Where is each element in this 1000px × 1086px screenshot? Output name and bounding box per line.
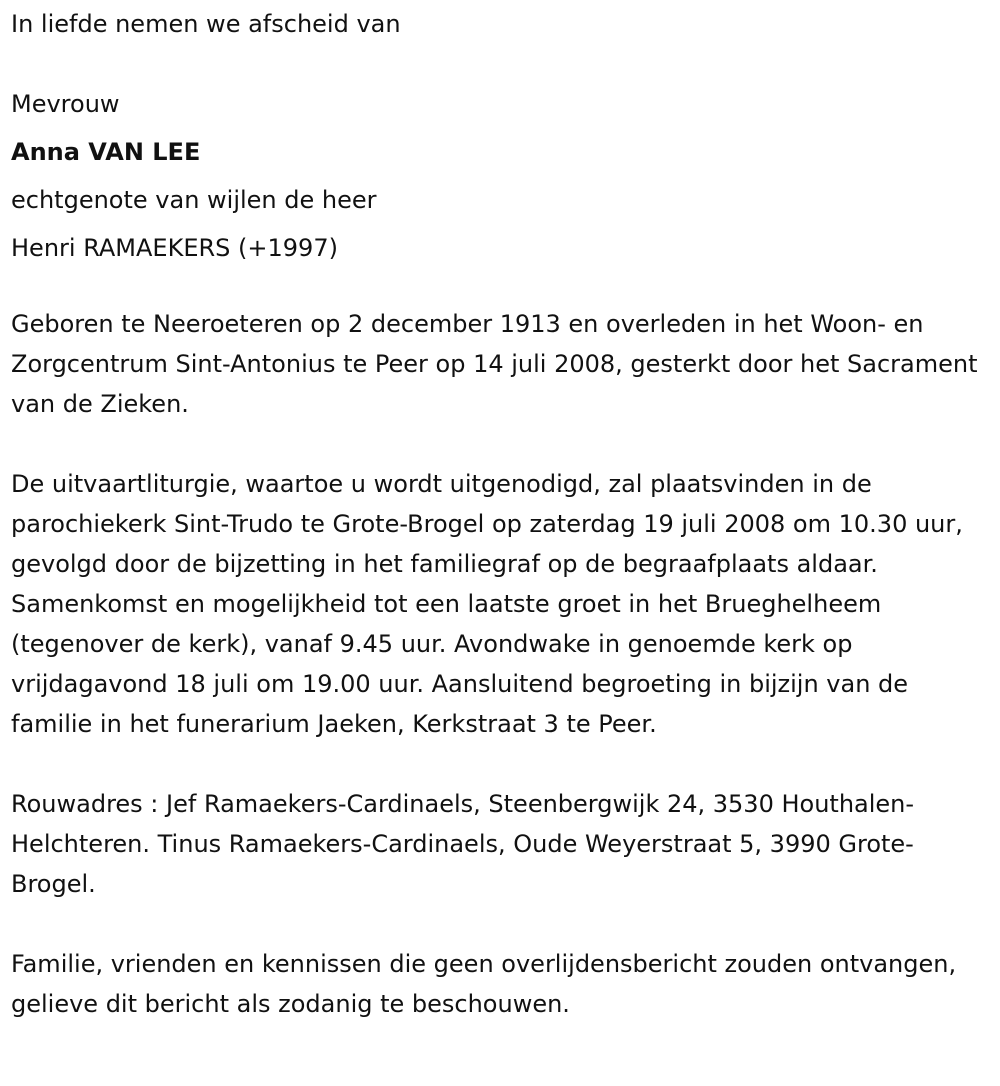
funeral-paragraph: De uitvaartliturgie, waartoe u wordt uitgenodigd, zal plaatsvinden in de parochiekerk Sint-Trudo te Grote-Brogel op zaterdag 19 juli 2008 om 10.30 uur, gevolgd door de bijzetting in het familiegraf op de begraafplaats aldaar. Samenkomst en mogelijkheid tot een laatste groet in het Brueghelheem (tegenover de kerk), vanaf 9.45 uur. Avondwake in genoemde kerk op vrijdagavond 18 juli om 19.00 uur. Aansluitend begroeting in bijzijn van de familie in het funerarium Jaeken, Kerkstraat 3 te Peer. xyxy=(11,470,963,738)
spacer xyxy=(11,48,993,80)
spacer xyxy=(11,744,993,784)
address-paragraph: Rouwadres : Jef Ramaekers-Cardinaels, Steenbergwijk 24, 3530 Houthalen-Helchteren. Tinus Ramaekers-Cardinaels, Oude Weyerstraat 5, 3990 Grote-Brogel. xyxy=(11,790,915,898)
spacer xyxy=(11,272,993,304)
death-notice xyxy=(11,0,993,1024)
deceased-name: Anna VAN LEE xyxy=(11,138,201,166)
spacer xyxy=(11,424,993,464)
birth-death-paragraph: Geboren te Neeroeteren op 2 december 1913 en overleden in het Woon- en Zorgcentrum Sint-Antonius te Peer op 14 juli 2008, gesterkt door het Sacrament van de Zieken. xyxy=(11,310,978,418)
intro-line: In liefde nemen we afscheid van xyxy=(11,10,401,38)
spouse-name: Henri RAMAEKERS (+1997) xyxy=(11,234,338,262)
closing-paragraph: Familie, vrienden en kennissen die geen overlijdensbericht zouden ontvangen, gelieve dit bericht als zodanig te beschouwen. xyxy=(11,950,957,1018)
relation-line: echtgenote van wijlen de heer xyxy=(11,186,377,214)
salutation: Mevrouw xyxy=(11,90,120,118)
spacer xyxy=(11,904,993,944)
